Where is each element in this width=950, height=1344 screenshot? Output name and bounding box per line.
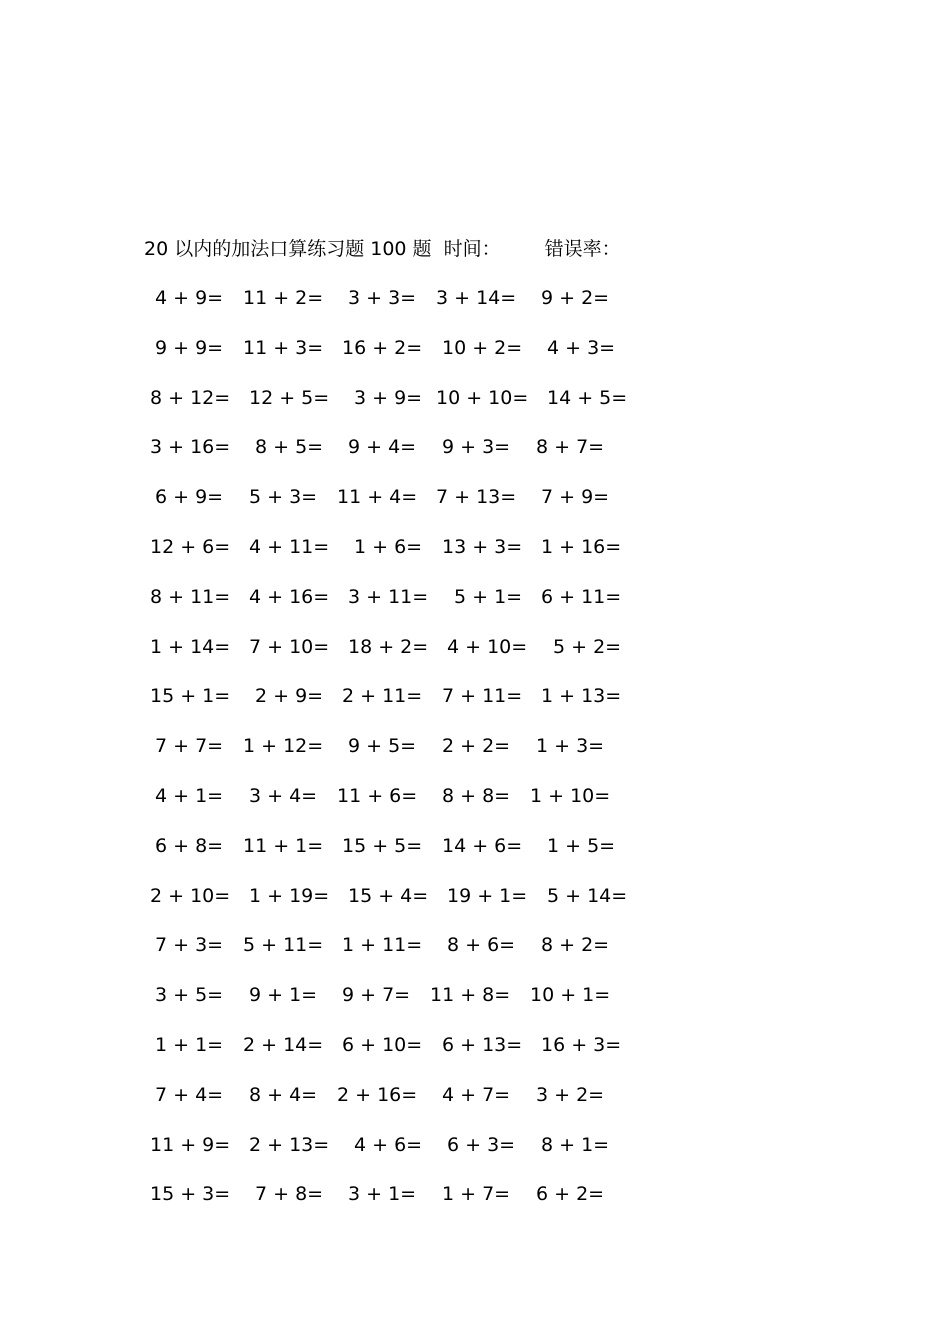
problem-item: 9 + 1=: [249, 984, 318, 1006]
problem-item: 9 + 2=: [541, 287, 610, 309]
problem-item: 6 + 13=: [442, 1034, 523, 1056]
problem-item: 5 + 3=: [249, 486, 318, 508]
problem-item: 3 + 2=: [536, 1084, 605, 1106]
problem-item: 9 + 3=: [442, 436, 511, 458]
problem-item: 2 + 2=: [442, 735, 511, 757]
problem-item: 5 + 2=: [553, 636, 622, 658]
problem-item: 4 + 7=: [442, 1084, 511, 1106]
problem-item: 16 + 3=: [541, 1034, 622, 1056]
problem-item: 8 + 8=: [442, 785, 511, 807]
problem-item: 10 + 10=: [436, 387, 529, 409]
problem-item: 7 + 9=: [541, 486, 610, 508]
problem-item: 15 + 4=: [348, 885, 429, 907]
problem-item: 13 + 3=: [442, 536, 523, 558]
problem-item: 9 + 7=: [342, 984, 411, 1006]
problem-item: 1 + 12=: [243, 735, 324, 757]
problem-item: 4 + 6=: [354, 1134, 423, 1156]
time-label: 时间：: [443, 238, 501, 260]
problem-item: 1 + 7=: [442, 1183, 511, 1205]
problem-item: 2 + 16=: [337, 1084, 418, 1106]
problem-item: 12 + 5=: [249, 387, 330, 409]
problem-item: 5 + 11=: [243, 934, 324, 956]
error-rate-label: 错误率：: [544, 238, 621, 260]
problem-item: 9 + 5=: [348, 735, 417, 757]
problem-item: 15 + 5=: [342, 835, 423, 857]
problem-item: 11 + 4=: [337, 486, 418, 508]
problem-item: 1 + 3=: [536, 735, 605, 757]
problem-item: 15 + 1=: [150, 685, 231, 707]
problem-item: 6 + 11=: [541, 586, 622, 608]
problem-item: 8 + 11=: [150, 586, 231, 608]
problem-item: 10 + 2=: [442, 337, 523, 359]
problem-item: 8 + 1=: [541, 1134, 610, 1156]
problem-item: 11 + 2=: [243, 287, 324, 309]
problem-item: 2 + 14=: [243, 1034, 324, 1056]
problem-item: 3 + 16=: [150, 436, 231, 458]
problem-item: 18 + 2=: [348, 636, 429, 658]
worksheet-title: 20 以内的加法口算练习题 100 题: [144, 238, 432, 260]
problem-item: 4 + 10=: [447, 636, 528, 658]
problem-item: 7 + 11=: [442, 685, 523, 707]
problem-item: 8 + 5=: [255, 436, 324, 458]
problem-item: 3 + 4=: [249, 785, 318, 807]
problem-item: 11 + 6=: [337, 785, 418, 807]
problem-item: 4 + 1=: [155, 785, 224, 807]
problem-item: 16 + 2=: [342, 337, 423, 359]
problem-item: 1 + 19=: [249, 885, 330, 907]
problem-item: 8 + 6=: [447, 934, 516, 956]
problem-item: 2 + 10=: [150, 885, 231, 907]
problem-item: 1 + 11=: [342, 934, 423, 956]
problem-item: 1 + 5=: [547, 835, 616, 857]
problem-item: 3 + 1=: [348, 1183, 417, 1205]
problem-item: 19 + 1=: [447, 885, 528, 907]
problem-item: 5 + 1=: [454, 586, 523, 608]
problem-item: 4 + 16=: [249, 586, 330, 608]
problem-item: 6 + 3=: [447, 1134, 516, 1156]
problem-item: 2 + 13=: [249, 1134, 330, 1156]
problem-item: 7 + 3=: [155, 934, 224, 956]
problem-item: 12 + 6=: [150, 536, 231, 558]
problem-item: 4 + 11=: [249, 536, 330, 558]
problem-item: 3 + 11=: [348, 586, 429, 608]
problem-item: 11 + 9=: [150, 1134, 231, 1156]
problem-item: 1 + 6=: [354, 536, 423, 558]
problem-item: 11 + 3=: [243, 337, 324, 359]
problem-item: 1 + 10=: [530, 785, 611, 807]
problem-item: 10 + 1=: [530, 984, 611, 1006]
problem-item: 2 + 9=: [255, 685, 324, 707]
problem-item: 2 + 11=: [342, 685, 423, 707]
problem-item: 3 + 5=: [155, 984, 224, 1006]
problem-item: 14 + 5=: [547, 387, 628, 409]
problem-item: 3 + 3=: [348, 287, 417, 309]
problem-item: 8 + 2=: [541, 934, 610, 956]
problem-item: 5 + 14=: [547, 885, 628, 907]
problem-item: 11 + 8=: [430, 984, 511, 1006]
problem-item: 9 + 9=: [155, 337, 224, 359]
problem-item: 3 + 14=: [436, 287, 517, 309]
problem-item: 3 + 9=: [354, 387, 423, 409]
problem-item: 6 + 2=: [536, 1183, 605, 1205]
problem-item: 1 + 1=: [155, 1034, 224, 1056]
problem-item: 1 + 14=: [150, 636, 231, 658]
problem-item: 1 + 16=: [541, 536, 622, 558]
problem-item: 1 + 13=: [541, 685, 622, 707]
problem-item: 6 + 8=: [155, 835, 224, 857]
problem-item: 6 + 10=: [342, 1034, 423, 1056]
problem-item: 8 + 12=: [150, 387, 231, 409]
problem-item: 7 + 7=: [155, 735, 224, 757]
problem-item: 7 + 8=: [255, 1183, 324, 1205]
problem-item: 9 + 4=: [348, 436, 417, 458]
problem-item: 11 + 1=: [243, 835, 324, 857]
problem-item: 7 + 4=: [155, 1084, 224, 1106]
problem-item: 15 + 3=: [150, 1183, 231, 1205]
problem-item: 14 + 6=: [442, 835, 523, 857]
problem-item: 8 + 7=: [536, 436, 605, 458]
problem-item: 4 + 9=: [155, 287, 224, 309]
problem-item: 8 + 4=: [249, 1084, 318, 1106]
problem-item: 6 + 9=: [155, 486, 224, 508]
problem-item: 7 + 10=: [249, 636, 330, 658]
problem-item: 7 + 13=: [436, 486, 517, 508]
problem-item: 4 + 3=: [547, 337, 616, 359]
